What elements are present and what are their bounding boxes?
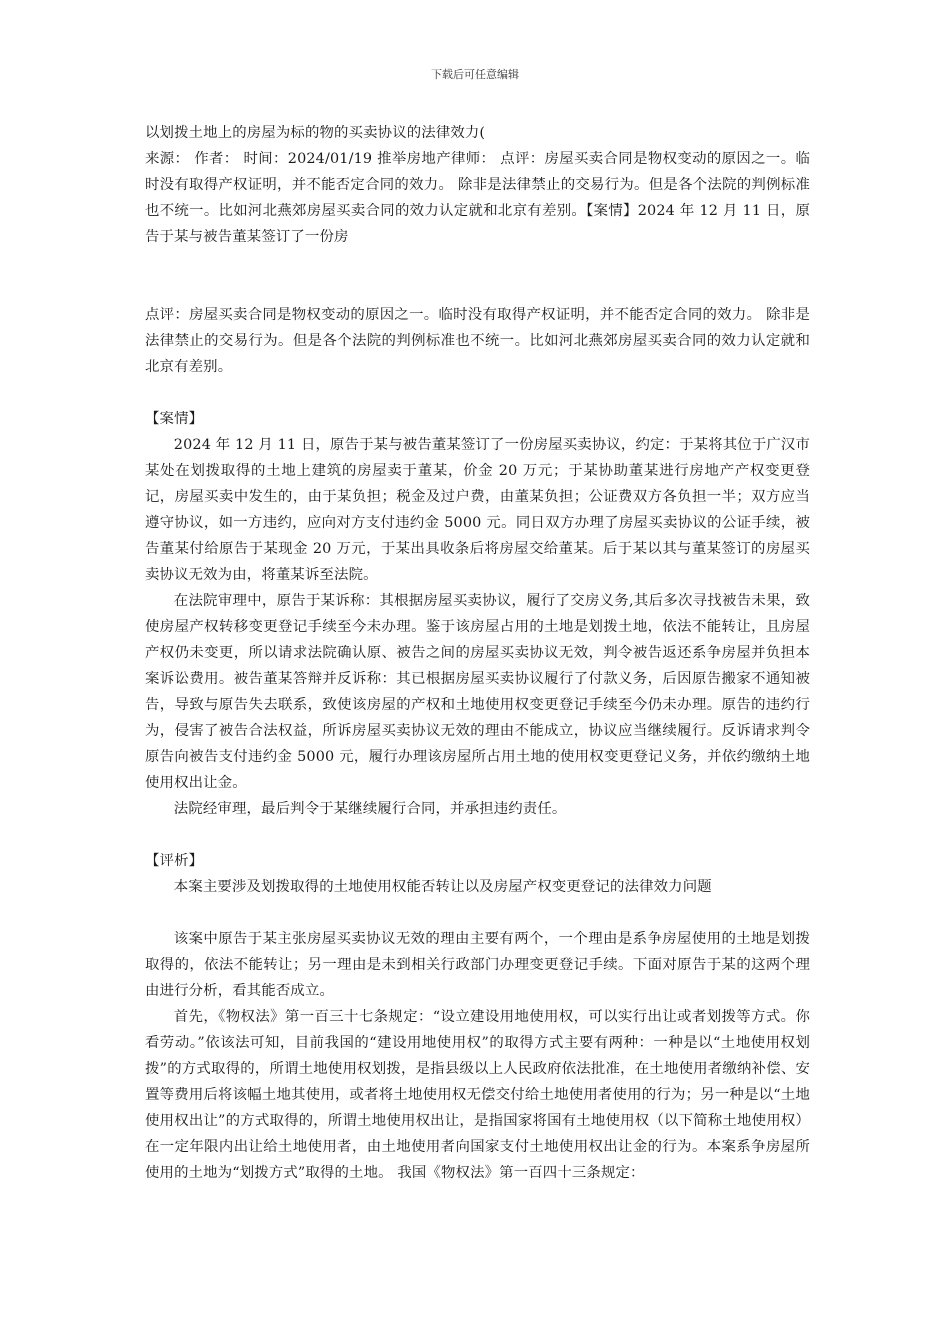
spacer: [145, 380, 810, 406]
spacer: [145, 900, 810, 926]
analysis-lead: 本案主要涉及划拨取得的土地使用权能否转让以及房屋产权变更登记的法律效力问题: [173, 879, 712, 895]
case-heading: 【案情】: [145, 411, 204, 427]
analysis-paragraph: 首先，《物权法》第一百三十七条规定：“设立建设用地使用权，可以实行出让或者划拨等方式。你看劳动。”依该法可知，目前我国的“建设用地使用权”的取得方式主要有两种：一种是以“土地使用权划拨”的方式取得的，所谓土地使用权划拨，是指县级以上人民政府依法批准，在土地使用者缴纳补偿、安置等费用后将该幅土地其使用，或者将土地使用权无偿交付给土地使用者使用的行为；另一种是以“土地使用权出让”的方式取得的，所谓土地使用权出让，是指国家将国有土地使用权（以下简称土地使用权）在一定年限内出让给土地使用者，由土地使用者向国家支付土地使用权出让金的行为。本案系争房屋所使用的土地为“划拨方式”取得的土地。 我国《物权法》第一百四十三条规定：: [145, 1009, 810, 1181]
analysis-paragraph: 该案中原告于某主张房屋买卖协议无效的理由主要有两个，一个理由是系争房屋使用的土地是划拨取得的，依法不能转让；另一理由是未到相关行政部门办理变更登记手续。下面对原告于某的这两个理由进行分析，看其能否成立。: [145, 931, 810, 999]
analysis-heading: 【评析】: [145, 853, 204, 869]
document-body: [145, 120, 810, 1186]
comment-paragraph: 点评：房屋买卖合同是物权变动的原因之一。临时没有取得产权证明，并不能否定合同的效力。 除非是法律禁止的交易行为。但是各个法院的判例标准也不统一。比如河北燕郊房屋买卖合同的效力认定就和北京有差别。: [145, 307, 810, 375]
page-header: 下载后可任意编辑: [431, 68, 519, 81]
case-paragraph: 2024 年 12 月 11 日，原告于某与被告董某签订了一份房屋买卖协议，约定：于某将其位于广汉市某处在划拨取得的土地上建筑的房屋卖于董某，价金 20 万元；于某协助董某进行房地产产权变更登记，房屋买卖中发生的，由于某负担；税金及过户费，由董某负担；公证费双方各负担一半；双方应当遵守协议，如一方违约，应向对方支付违约金 5000 元。同日双方办理了房屋买卖协议的公证手续，被告董某付给原告于某现金 20 万元，于某出具收条后将房屋交给董某。后于某以其与董某签订的房屋买卖协议无效为由，将董某诉至法院。: [145, 437, 810, 583]
spacer: [145, 250, 810, 302]
case-paragraph: 在法院审理中，原告于某诉称：其根据房屋买卖协议，履行了交房义务,其后多次寻找被告未果，致使房屋产权转移变更登记手续至今未办理。鉴于该房屋占用的土地是划拨土地，依法不能转让，且房屋产权仍未变更，所以请求法院确认原、被告之间的房屋买卖协议无效，判令被告返还系争房屋并负担本案诉讼费用。被告董某答辩并反诉称：其已根据房屋买卖协议履行了付款义务，后因原告搬家不通知被告，导致与原告失去联系，致使该房屋的产权和土地使用权变更登记手续至今仍未办理。原告的违约行为，侵害了被告合法权益，所诉房屋买卖协议无效的理由不能成立，协议应当继续履行。反诉请求判令原告向被告支付违约金 5000 元，履行办理该房屋所占用土地的使用权变更登记义务，并依约缴纳土地使用权出让金。: [145, 593, 810, 791]
case-paragraph: 法院经审理，最后判令于某继续履行合同，并承担违约责任。: [173, 801, 567, 817]
source-meta: 来源： 作者： 时间：2024/01/19 推举房地产律师： 点评：房屋买卖合同是物权变动的原因之一。临时没有取得产权证明，并不能否定合同的效力。 除非是法律禁止的交易行为。但是各个法院的判例标准也不统一。比如河北燕郊房屋买卖合同的效力认定就和北京有差别。【案情】2024 年 12 月 11 日，原告于某与被告董某签订了一份房: [145, 151, 810, 245]
spacer: [145, 822, 810, 848]
document-title: 以划拨土地上的房屋为标的物的买卖协议的法律效力(: [145, 125, 486, 141]
